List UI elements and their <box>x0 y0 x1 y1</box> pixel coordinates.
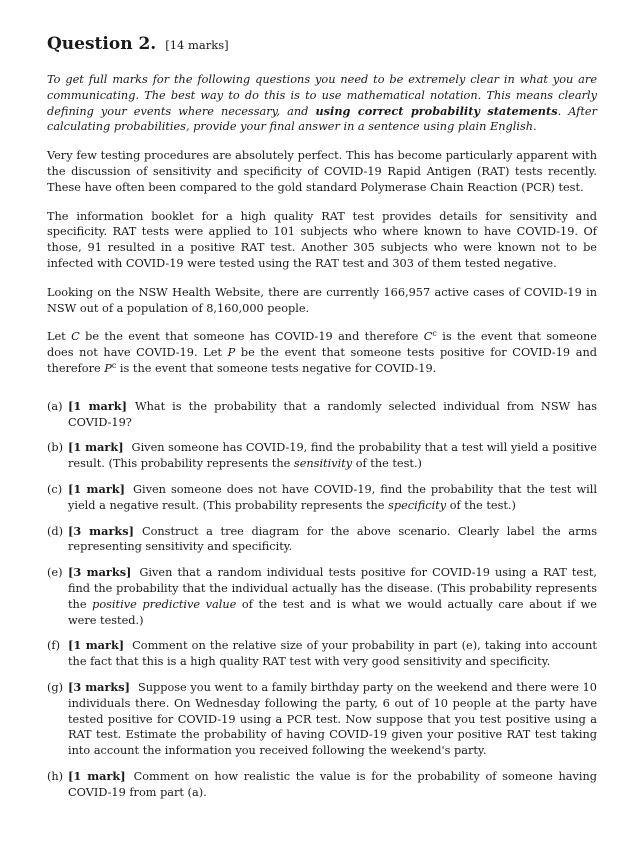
part-label: (d) <box>47 524 64 538</box>
def-text-1: Let <box>47 330 72 344</box>
question-marks: [14 marks] <box>165 38 229 52</box>
part-c <box>47 482 597 514</box>
part-marks: [1 mark] <box>68 768 126 783</box>
part-text: Suppose you went to a family birthday party on the weekend and there were 10 individuals there. On Wednesday following the party, 6 out of 10 people at the party have tested positive for COVID-19 using a PCR test. Now suppose that you test positive using a RAT test. Estimate the probability of having COVID-19 given your positive RAT test taking into account the information you received following the weekend's party. <box>68 680 597 758</box>
part-text: Comment on the relative size of your probability in part (e), taking into account the fact that this is a high quality RAT test with very good sensitivity and specificity. <box>68 639 597 669</box>
part-f <box>47 638 597 670</box>
part-d <box>47 524 597 556</box>
question-parts-list <box>47 399 597 801</box>
part-emphasis: sensitivity <box>293 457 353 471</box>
def-text-2: be the event that someone has COVID-19 and therefore <box>79 330 424 344</box>
part-a <box>47 399 597 431</box>
part-marks: [3 marks] <box>68 523 134 538</box>
nsw-stats-paragraph: Looking on the NSW Health Website, there are currently 166,957 active cases of COVID-19 in NSW out of a population of 8,160,000 people. <box>47 285 597 315</box>
complement-superscript: c <box>432 329 437 339</box>
context-paragraph: Very few testing procedures are absolutely perfect. This has become particularly apparent with the discussion of sensitivity and specificity of COVID-19 Rapid Antigen (RAT) tests recently. These have often been compared to the gold standard Polymerase Chain Reaction (PCR) test. <box>47 149 597 194</box>
question-header <box>47 34 597 54</box>
part-text: Construct a tree diagram for the above scenario. Clearly label the arms representing sensitivity and specificity. <box>68 524 597 554</box>
part-label: (h) <box>47 769 64 783</box>
part-g <box>47 680 597 759</box>
event-p-complement-symbol: P <box>104 361 112 375</box>
part-label: (a) <box>47 399 63 413</box>
event-p-symbol: P <box>227 346 236 360</box>
part-text: What is the probability that a randomly selected individual from NSW has COVID-19? <box>68 399 597 429</box>
instructions-text-1: To get full marks for the following questions you need to be extremely clear in what you are communicating. The best way to do this is to use mathematical notation. This means clearly defining your events where necessary, and <box>47 73 597 118</box>
part-label: (g) <box>47 680 64 694</box>
document-page <box>47 34 597 810</box>
part-e <box>47 565 597 628</box>
rat-data-paragraph: The information booklet for a high quality RAT test provides details for sensitivity and specificity. RAT tests were applied to 101 subjects who where known to have COVID-19. Of those, 91 resulted in a positive RAT test. Another 305 subjects who were known not to be infected with COVID-19 were tested using the RAT test and 303 of them tested negative. <box>47 209 597 270</box>
def-text-4: be the event that someone tests positive for COVID-19 and therefore <box>47 346 597 375</box>
part-text: Given someone has COVID-19, find the probability that a test will yield a positive result. (This probability represents the <box>68 441 597 471</box>
part-text: Comment on how realistic the value is for the probability of someone having COVID-19 from part (a). <box>68 769 597 799</box>
complement-superscript: c <box>111 360 117 370</box>
part-text: Given that a random individual tests positive for COVID-19 using a RAT test, find the probability that the individual actually has the disease. (This probability represents the <box>68 566 597 611</box>
part-text: Given someone does not have COVID-19, find the probability that the test will yield a negative result. (This probability represents the <box>68 482 597 512</box>
part-text-tail: of the test.) <box>352 457 422 471</box>
event-c-symbol: C <box>71 330 80 344</box>
part-label: (c) <box>47 482 63 496</box>
part-label: (f) <box>47 639 60 653</box>
instructions-paragraph <box>47 72 597 135</box>
def-text-5: is the event that someone tests negative for COVID-19. <box>116 361 437 375</box>
part-emphasis: specificity <box>388 498 447 512</box>
instructions-text-2: . After calculating probabilities, provide your final answer in a sentence using plain English. <box>47 104 597 134</box>
instructions-emphasis: using correct probability statements <box>315 103 558 118</box>
def-text-3: is the event that someone does not have COVID-19. Let <box>47 330 597 360</box>
part-marks: [1 mark] <box>68 481 125 496</box>
part-marks: [3 marks] <box>68 565 132 580</box>
part-marks: [1 mark] <box>68 440 124 455</box>
part-text-tail: of the test and is what we would actually care about if we were tested.) <box>68 597 597 627</box>
event-definitions-paragraph <box>47 329 597 376</box>
question-title: Question 2. <box>47 34 157 54</box>
part-marks: [1 mark] <box>68 638 125 653</box>
part-emphasis: positive predictive value <box>92 597 237 611</box>
part-label: (e) <box>47 566 63 580</box>
part-b <box>47 440 597 472</box>
part-label: (b) <box>47 441 64 455</box>
part-text-tail: of the test.) <box>446 498 516 512</box>
part-marks: [1 mark] <box>68 398 127 413</box>
part-marks: [3 marks] <box>68 679 130 694</box>
part-h <box>47 769 597 801</box>
event-c-complement-symbol: C <box>423 330 433 344</box>
